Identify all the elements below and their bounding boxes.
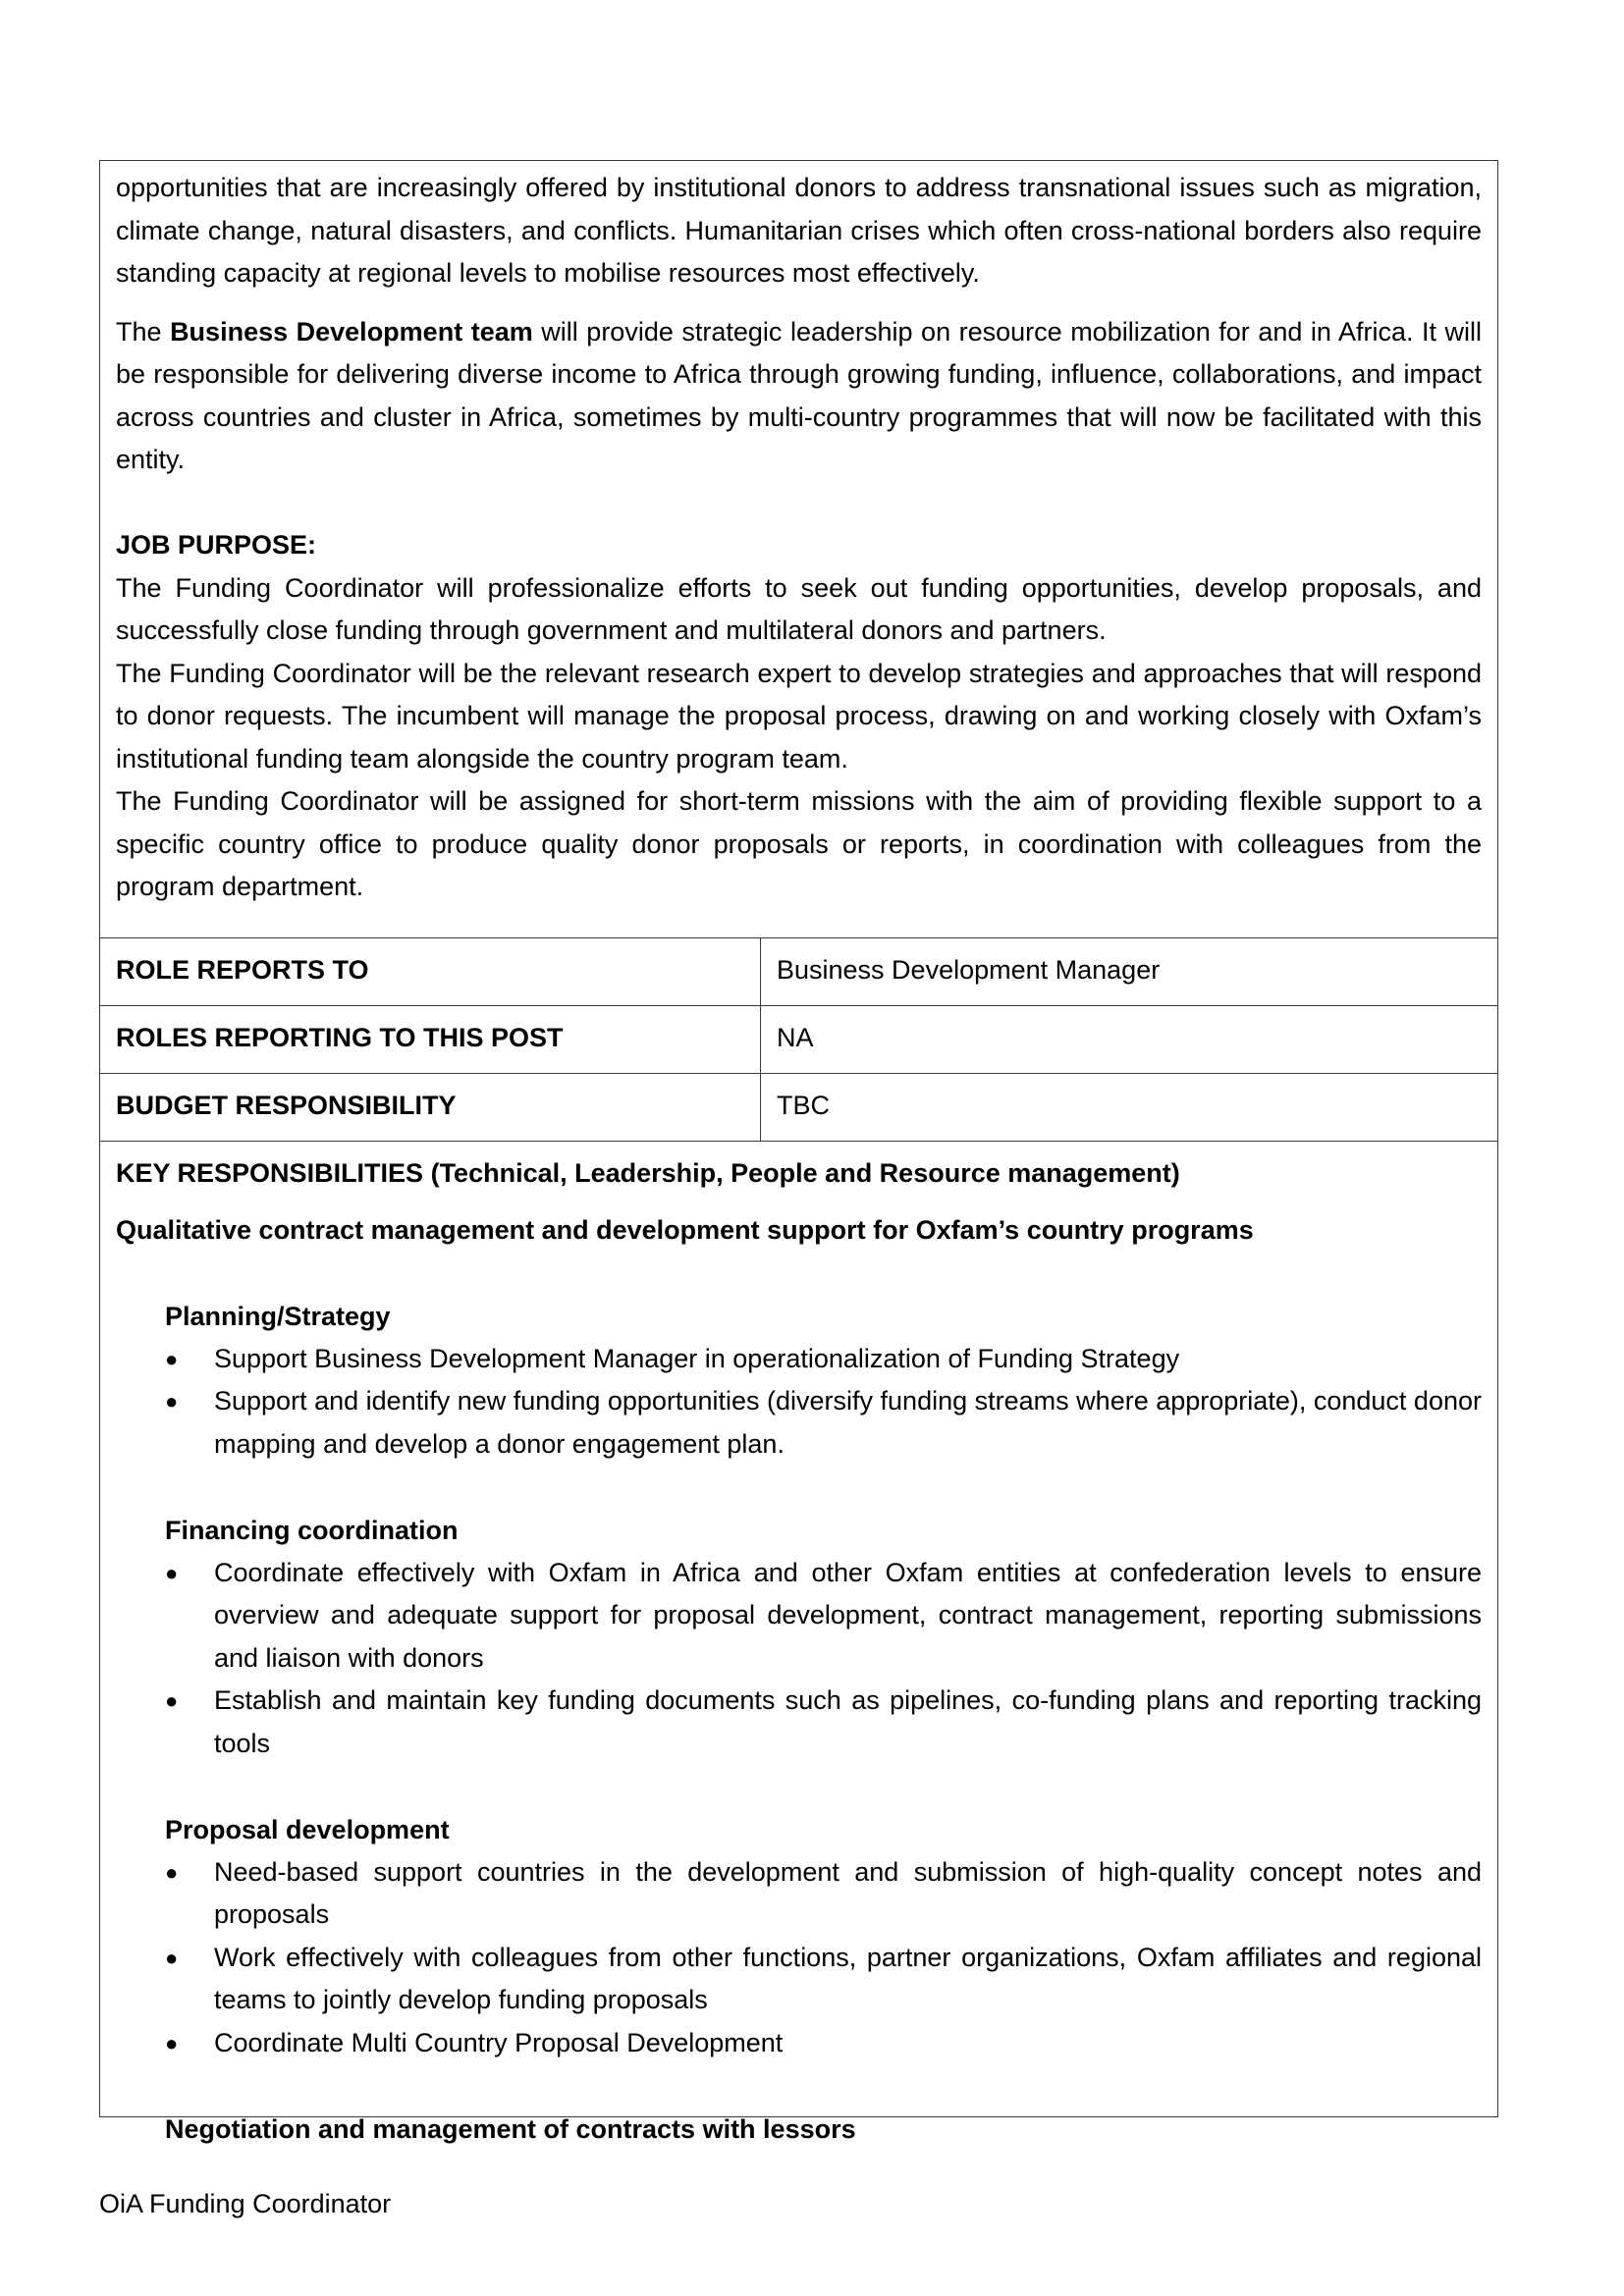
job-purpose-paragraph-1: The Funding Coordinator will professionalize efforts to seek out funding opportunities, develop proposals, and successfully close funding through government and multilateral donors and partners. [116,572,1482,645]
job-purpose-paragraph-2: The Funding Coordinator will be the relevant research expert to develop strategies and approaches that will respond to donor requests. The incumbent will manage the proposal process, drawing on and working closely with Oxfam’s institutional funding team alongside the country program team. [116,658,1482,774]
bullet-icon: ● [165,1389,179,1414]
intro-paragraph-2 [116,311,1482,482]
bullet-icon: ● [165,2030,179,2056]
table-row-roles-reporting [100,1005,1497,1073]
budget-responsibility-value: TBC [777,1091,830,1120]
roles-reporting-value: NA [777,1023,814,1052]
section-heading-negotiation: Negotiation and management of contracts with lessors [165,2113,856,2144]
list-item: ● Support Business Development Manager in operationalization of Funding Strategy [116,1338,1482,1381]
table-row-role-reports-to [100,937,1497,1005]
financing-list [116,1552,1482,1766]
page-footer: OiA Funding Coordinator [99,2189,392,2218]
job-purpose-heading: JOB PURPOSE: [116,530,317,560]
intro-section [100,161,1497,937]
bullet-icon: ● [165,1945,179,1970]
roles-reporting-label: ROLES REPORTING TO THIS POST [100,1006,761,1073]
table-row-budget [100,1073,1497,1141]
bullet-icon: ● [165,1859,179,1885]
job-purpose-paragraph-3: The Funding Coordinator will be assigned for short-term missions with the aim of providing flexible support to a specific country office to produce quality donor proposals or reports, in coordination with colleagues from the program department. [116,786,1482,901]
section-heading-proposal: Proposal development [165,1814,450,1844]
list-item: ● Need-based support countries in the development and submission of high-quality concept notes and proposals [116,1851,1482,1937]
bullet-icon: ● [165,1346,179,1371]
role-reports-to-label: ROLE REPORTS TO [100,938,761,1005]
proposal-list [116,1851,1482,2065]
budget-responsibility-label: BUDGET RESPONSIBILITY [100,1074,761,1141]
section-heading-planning: Planning/Strategy [165,1301,391,1331]
list-item: ● Coordinate Multi Country Proposal Development [116,2022,1482,2065]
bullet-icon: ● [165,1560,179,1585]
intro-paragraph-1: opportunities that are increasingly offered by institutional donors to address transnational issues such as migration, climate change, natural disasters, and conflicts. Humanitarian crises which often cross-national borders also require standing capacity at regional levels to mobilise resources most effectively. [116,173,1482,288]
key-responsibilities-title: KEY RESPONSIBILITIES (Technical, Leadership, People and Resource management) [116,1158,1180,1188]
section-heading-financing: Financing coordination [165,1515,459,1545]
document-frame [99,160,1498,2144]
intro-paragraph-2-pre: The [116,316,171,347]
list-item: ● Work effectively with colleagues from other functions, partner organizations, Oxfam affiliates and regional teams to jointly develop funding proposals [116,1937,1482,2022]
key-responsibilities-section [100,1142,1497,2144]
bullet-icon: ● [165,1688,179,1713]
business-development-team-term: Business Development team [170,316,533,347]
intro-paragraph-2-post: will provide strategic leadership on resource mobilization for and in Africa. It will be responsible for delivering diverse income to Africa through growing funding, influence, collaborations, and impact across countries and cluster in Africa, sometimes by multi-country programmes that will now be facilitated with this entity. [116,316,1483,474]
planning-list [116,1338,1482,1467]
role-reports-to-value: Business Development Manager [777,955,1161,985]
list-item: ● Support and identify new funding opportunities (diversify funding streams where appropriate), conduct donor mapping and develop a donor engagement plan. [116,1380,1482,1466]
key-responsibilities-subtitle: Qualitative contract management and development support for Oxfam’s country programs [116,1215,1254,1245]
list-item: ● Coordinate effectively with Oxfam in Africa and other Oxfam entities at confederation levels to ensure overview and adequate support for proposal development, contract management, reporting submissions and liaison with donors [116,1552,1482,1681]
list-item: ● Establish and maintain key funding documents such as pipelines, co-funding plans and reporting tracking tools [116,1680,1482,1765]
